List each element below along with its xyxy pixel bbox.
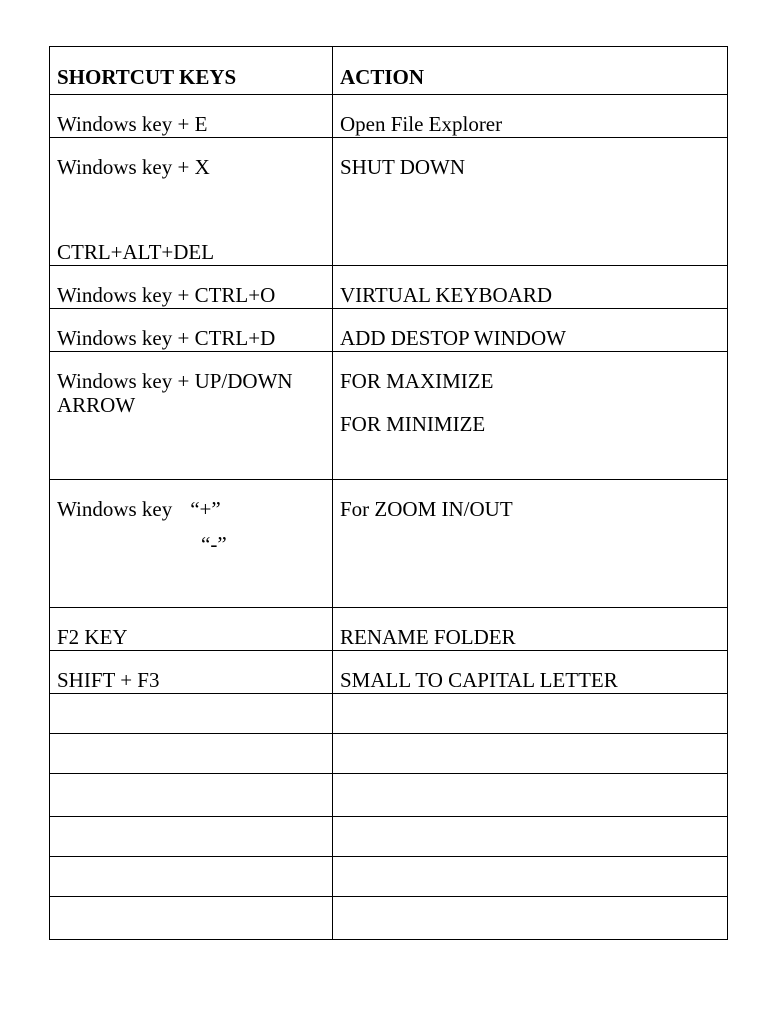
- action-text: RENAME FOLDER: [340, 625, 516, 649]
- empty-table-row: [50, 857, 728, 897]
- action-cell: [333, 608, 728, 651]
- empty-cell: [50, 897, 333, 940]
- empty-cell: [333, 774, 728, 817]
- shortcut-text: Windows key + E: [57, 112, 208, 136]
- shortcut-cell: [50, 608, 333, 651]
- empty-cell: [50, 734, 333, 774]
- shortcut-cell: [50, 352, 333, 480]
- table-row: [50, 352, 728, 480]
- table-row: [50, 608, 728, 651]
- action-cell: [333, 138, 728, 266]
- header-action: ACTION: [333, 47, 728, 95]
- shortcut-text: Windows key + CTRL+D: [57, 326, 276, 350]
- action-text: For ZOOM IN/OUT: [340, 497, 513, 521]
- table-row: [50, 95, 728, 138]
- shortcut-text: SHIFT + F3: [57, 668, 160, 692]
- action-text: SMALL TO CAPITAL LETTER: [340, 668, 618, 692]
- empty-cell: [50, 774, 333, 817]
- empty-table-row: [50, 817, 728, 857]
- action-text: VIRTUAL KEYBOARD: [340, 283, 553, 307]
- table-row: [50, 480, 728, 608]
- empty-cell: [50, 694, 333, 734]
- shortcut-cell: [50, 138, 333, 266]
- shortcut-minus-symbol: “-”: [201, 532, 227, 556]
- table-row: [50, 309, 728, 352]
- action-cell: [333, 651, 728, 694]
- action-text: Open File Explorer: [340, 112, 503, 136]
- empty-table-row: [50, 774, 728, 817]
- table-row: [50, 138, 728, 266]
- action-cell: [333, 266, 728, 309]
- empty-cell: [333, 694, 728, 734]
- header-shortcut-keys: SHORTCUT KEYS: [50, 47, 333, 95]
- shortcut-text: F2 KEY: [57, 625, 128, 649]
- action-text: ADD DESTOP WINDOW: [340, 326, 566, 350]
- empty-cell: [333, 734, 728, 774]
- shortcut-cell: [50, 480, 333, 608]
- shortcut-text: Windows key + CTRL+O: [57, 283, 276, 307]
- empty-cell: [50, 857, 333, 897]
- action-cell: [333, 309, 728, 352]
- action-cell: [333, 352, 728, 480]
- shortcut-cell: [50, 309, 333, 352]
- empty-table-row: [50, 897, 728, 940]
- shortcut-text: [57, 497, 325, 521]
- table-row: [50, 266, 728, 309]
- action-cell: [333, 480, 728, 608]
- shortcut-cell: [50, 651, 333, 694]
- shortcut-text: Windows key + UP/DOWN ARROW: [57, 369, 293, 417]
- shortcut-cell: [50, 95, 333, 138]
- empty-cell: [50, 817, 333, 857]
- shortcut-cell: [50, 266, 333, 309]
- table-header-row: [50, 47, 728, 95]
- action-text: FOR MINIMIZE: [340, 412, 486, 436]
- action-text: FOR MAXIMIZE: [340, 369, 494, 393]
- shortcut-plus-symbol: “+”: [190, 497, 221, 521]
- shortcut-text: Windows key + X: [57, 155, 210, 179]
- table-row: [50, 651, 728, 694]
- shortcut-key-name: Windows key: [57, 497, 173, 521]
- empty-table-row: [50, 734, 728, 774]
- empty-cell: [333, 897, 728, 940]
- action-text: SHUT DOWN: [340, 155, 466, 179]
- shortcut-text: CTRL+ALT+DEL: [57, 240, 215, 264]
- empty-cell: [333, 817, 728, 857]
- shortcut-table: [49, 46, 728, 940]
- empty-table-row: [50, 694, 728, 734]
- empty-cell: [333, 857, 728, 897]
- action-cell: [333, 95, 728, 138]
